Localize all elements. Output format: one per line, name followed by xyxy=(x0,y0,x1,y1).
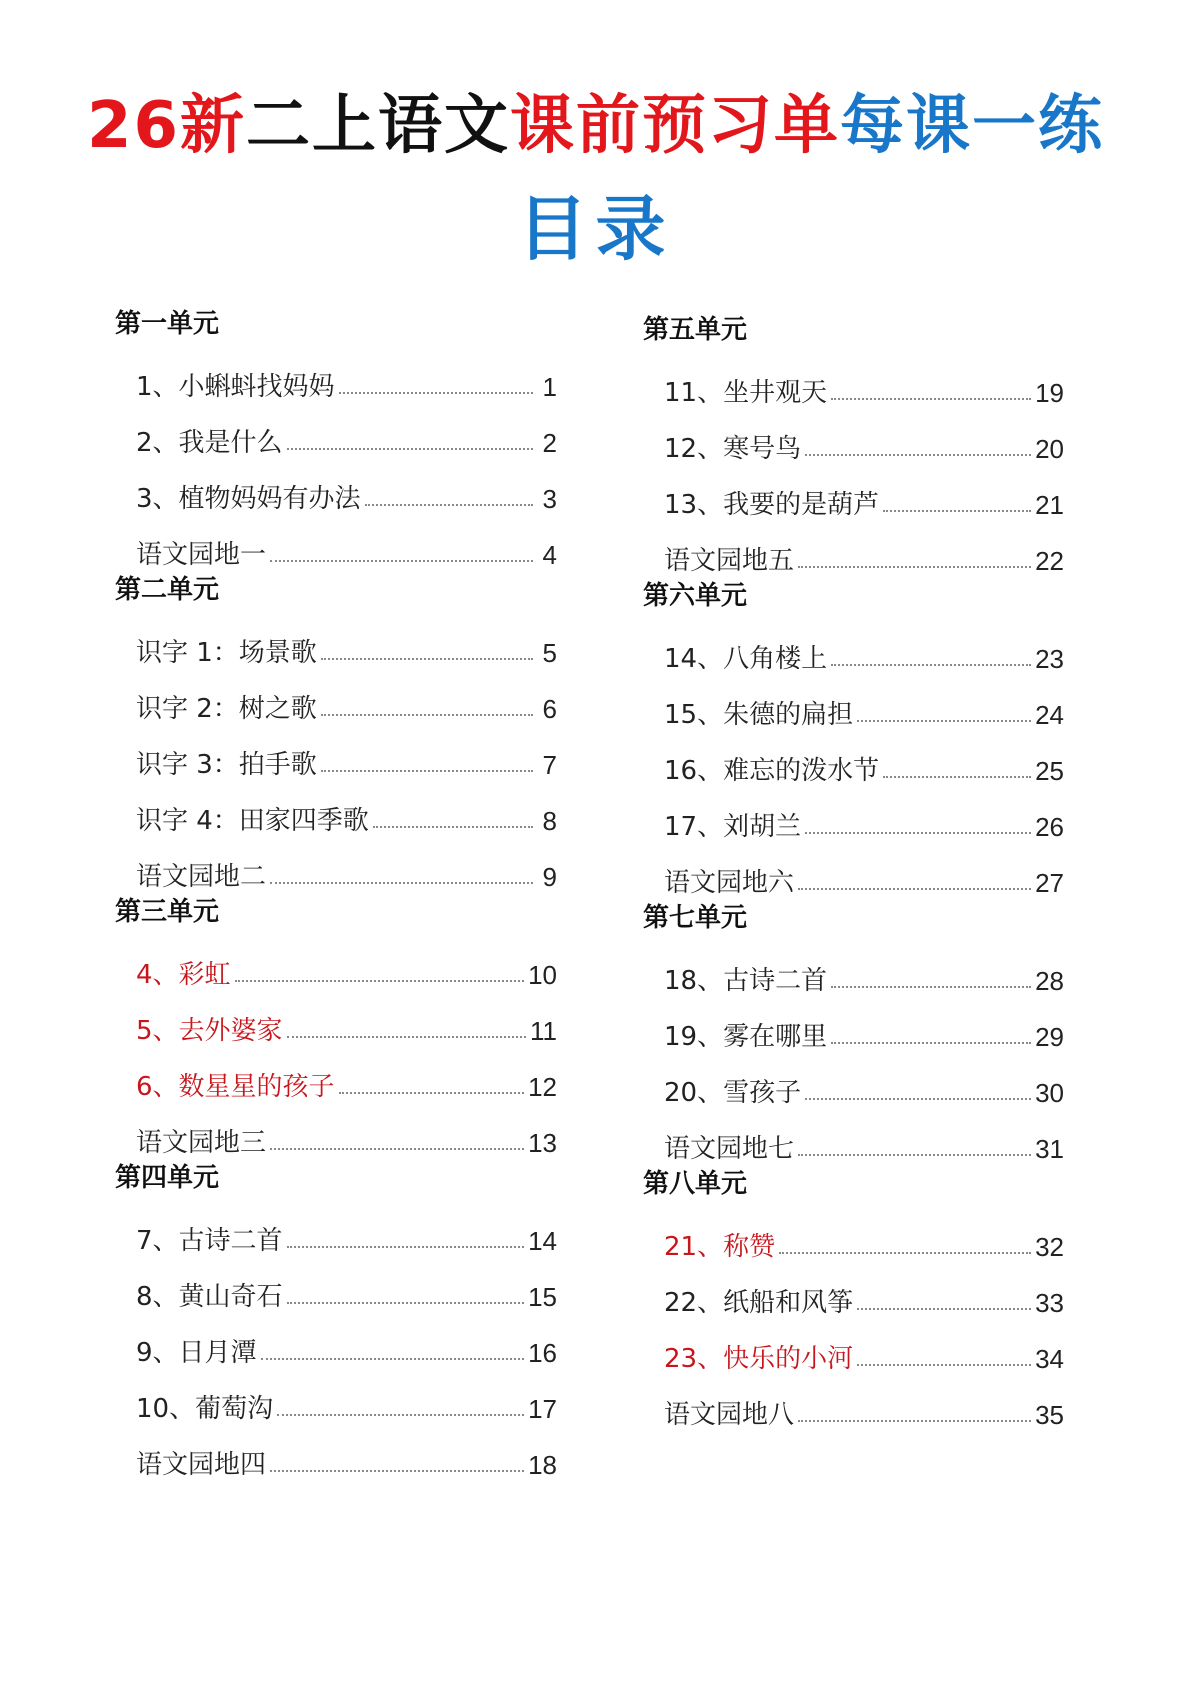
toc-entry[interactable] xyxy=(643,1002,1064,1058)
toc-entry[interactable] xyxy=(115,674,557,730)
toc-entry-page: 33 xyxy=(1035,1288,1064,1318)
toc-entry-label: 语文园地三 xyxy=(136,1128,267,1158)
toc-entry[interactable] xyxy=(643,1212,1064,1268)
dot-leader xyxy=(321,714,533,716)
toc-entry-page: 22 xyxy=(1035,546,1064,576)
toc-entry[interactable] xyxy=(115,1206,557,1262)
toc-entry[interactable] xyxy=(115,1318,557,1374)
title-segment-subject: 二上语文 xyxy=(246,89,511,163)
toc-entry[interactable] xyxy=(643,680,1064,736)
toc-entry-label: 17、刘胡兰 xyxy=(664,812,802,842)
dot-leader xyxy=(321,770,533,772)
toc-entry[interactable] xyxy=(643,470,1064,526)
dot-leader xyxy=(883,510,1031,512)
dot-leader xyxy=(857,1308,1031,1310)
dot-leader xyxy=(277,1414,524,1416)
toc-entry-page: 5 xyxy=(542,638,557,668)
toc-entry-page: 14 xyxy=(528,1226,557,1256)
toc-unit xyxy=(643,1156,1083,1436)
dot-leader xyxy=(321,658,533,660)
dot-leader xyxy=(857,720,1031,722)
toc-entry-label: 11、坐井观天 xyxy=(664,378,828,408)
toc-unit xyxy=(115,884,555,1164)
toc-entry-label: 语文园地四 xyxy=(136,1450,267,1480)
dot-leader xyxy=(798,1154,1031,1156)
dot-leader xyxy=(798,1420,1031,1422)
toc-entry[interactable] xyxy=(643,1058,1064,1114)
toc-entry[interactable] xyxy=(115,940,557,996)
toc-entry-label: 18、古诗二首 xyxy=(664,966,828,996)
toc-entry-page: 6 xyxy=(542,694,557,724)
toc-entry-label: 语文园地七 xyxy=(664,1134,795,1164)
dot-leader xyxy=(270,882,533,884)
title-segment-preview: 课前预习单 xyxy=(510,89,841,163)
dot-leader xyxy=(798,566,1031,568)
toc-entry[interactable] xyxy=(115,1374,557,1430)
toc-entry-label: 语文园地二 xyxy=(136,862,267,892)
toc-entry-page: 31 xyxy=(1035,1134,1064,1164)
toc-entry-page: 3 xyxy=(542,484,557,514)
toc-entry-label: 6、数星星的孩子 xyxy=(136,1072,335,1102)
toc-entry[interactable] xyxy=(643,736,1064,792)
dot-leader xyxy=(287,1246,525,1248)
toc-entry-page: 24 xyxy=(1035,700,1064,730)
toc-unit xyxy=(643,568,1083,904)
toc-entry-page: 35 xyxy=(1035,1400,1064,1430)
toc-entry-label: 9、日月潭 xyxy=(136,1338,257,1368)
toc-entry-label: 15、朱德的扁担 xyxy=(664,700,854,730)
dot-leader xyxy=(831,1042,1031,1044)
toc-entry-page: 8 xyxy=(542,806,557,836)
toc-entry-label: 16、难忘的泼水节 xyxy=(664,756,880,786)
toc-entry-label: 4、彩虹 xyxy=(136,960,231,990)
toc-entry-page: 1 xyxy=(542,372,557,402)
toc-entry-label: 8、黄山奇石 xyxy=(136,1282,283,1312)
toc-entry[interactable] xyxy=(643,624,1064,680)
toc-entry[interactable] xyxy=(115,730,557,786)
toc-entry-label: 识字 3：拍手歌 xyxy=(136,750,317,780)
toc-entry[interactable] xyxy=(643,946,1064,1002)
dot-leader xyxy=(805,1098,1031,1100)
dot-leader xyxy=(339,392,533,394)
toc-entry-page: 16 xyxy=(528,1338,557,1368)
toc-entry[interactable] xyxy=(115,996,557,1052)
toc-entry[interactable] xyxy=(115,618,557,674)
toc-entry-page: 12 xyxy=(528,1072,557,1102)
toc-entry-label: 23、快乐的小河 xyxy=(664,1344,854,1374)
toc-entry-label: 3、植物妈妈有办法 xyxy=(136,484,361,514)
toc-entry[interactable] xyxy=(115,352,557,408)
dot-leader xyxy=(805,832,1031,834)
dot-leader xyxy=(831,986,1031,988)
toc-entry-page: 25 xyxy=(1035,756,1064,786)
toc-unit xyxy=(115,296,555,576)
toc-entry-page: 29 xyxy=(1035,1022,1064,1052)
dot-leader xyxy=(287,1302,525,1304)
unit-title: 第三单元 xyxy=(115,897,220,927)
toc-heading: 目录 xyxy=(517,188,674,270)
toc-entry-page: 23 xyxy=(1035,644,1064,674)
toc-entry-label: 语文园地一 xyxy=(136,540,267,570)
toc-entry-label: 识字 4：田家四季歌 xyxy=(136,806,369,836)
toc-entry-page: 21 xyxy=(1035,490,1064,520)
dot-leader xyxy=(883,776,1031,778)
unit-title: 第六单元 xyxy=(643,581,748,611)
toc-entry-page: 10 xyxy=(528,960,557,990)
toc-entry-page: 4 xyxy=(542,540,557,570)
toc-entry-label: 10、葡萄沟 xyxy=(136,1394,274,1424)
toc-unit xyxy=(115,562,555,898)
toc-entry[interactable] xyxy=(643,1268,1064,1324)
dot-leader xyxy=(261,1358,525,1360)
dot-leader xyxy=(805,454,1031,456)
toc-unit xyxy=(115,1150,555,1486)
dot-leader xyxy=(798,888,1031,890)
toc-entry-page: 20 xyxy=(1035,434,1064,464)
toc-entry-label: 13、我要的是葫芦 xyxy=(664,490,880,520)
unit-title: 第一单元 xyxy=(115,309,220,339)
dot-leader xyxy=(779,1252,1031,1254)
toc-entry[interactable] xyxy=(115,1430,557,1486)
toc-entry-page: 15 xyxy=(528,1282,557,1312)
toc-entry[interactable] xyxy=(643,1324,1064,1380)
toc-entry-page: 11 xyxy=(530,1016,557,1046)
toc-entry-label: 7、古诗二首 xyxy=(136,1226,283,1256)
toc-entry-page: 7 xyxy=(542,750,557,780)
toc-entry[interactable] xyxy=(643,358,1064,414)
dot-leader xyxy=(270,560,533,562)
toc-entry[interactable] xyxy=(643,1380,1064,1436)
dot-leader xyxy=(857,1364,1031,1366)
toc-entry-page: 30 xyxy=(1035,1078,1064,1108)
toc-entry-page: 26 xyxy=(1035,812,1064,842)
dot-leader xyxy=(365,504,533,506)
toc-entry-label: 1、小蝌蚪找妈妈 xyxy=(136,372,335,402)
toc-right-column xyxy=(643,316,1083,1436)
dot-leader xyxy=(270,1148,524,1150)
unit-title: 第五单元 xyxy=(643,315,748,345)
toc-entry-page: 34 xyxy=(1035,1344,1064,1374)
toc-entry-label: 20、雪孩子 xyxy=(664,1078,802,1108)
toc-left-column xyxy=(115,310,555,1486)
toc-entry-label: 5、去外婆家 xyxy=(136,1016,283,1046)
toc-entry-page: 18 xyxy=(528,1450,557,1480)
document-title xyxy=(0,86,1191,166)
toc-entry-label: 语文园地五 xyxy=(664,546,795,576)
toc-entry[interactable] xyxy=(115,464,557,520)
dot-leader xyxy=(339,1092,525,1094)
dot-leader xyxy=(235,980,525,982)
toc-entry-label: 语文园地六 xyxy=(664,868,795,898)
toc-entry-page: 17 xyxy=(528,1394,557,1424)
toc-entry-label: 2、我是什么 xyxy=(136,428,283,458)
dot-leader xyxy=(287,448,533,450)
title-segment-practice: 每课一练 xyxy=(840,89,1105,163)
toc-entry-label: 14、八角楼上 xyxy=(664,644,828,674)
unit-title: 第四单元 xyxy=(115,1163,220,1193)
toc-unit xyxy=(643,302,1083,582)
toc-unit xyxy=(643,890,1083,1170)
dot-leader xyxy=(287,1036,526,1038)
toc-entry-label: 12、寒号鸟 xyxy=(664,434,802,464)
toc-entry-page: 28 xyxy=(1035,966,1064,996)
toc-entry-label: 21、称赞 xyxy=(664,1232,776,1262)
toc-entry-label: 识字 2：树之歌 xyxy=(136,694,317,724)
dot-leader xyxy=(373,826,533,828)
toc-entry[interactable] xyxy=(643,792,1064,848)
toc-entry[interactable] xyxy=(643,414,1064,470)
toc-entry[interactable] xyxy=(115,786,557,842)
toc-entry-label: 语文园地八 xyxy=(664,1400,795,1430)
toc-entry[interactable] xyxy=(115,408,557,464)
toc-entry-page: 13 xyxy=(528,1128,557,1158)
toc-entry-page: 2 xyxy=(542,428,557,458)
dot-leader xyxy=(831,398,1031,400)
unit-title: 第二单元 xyxy=(115,575,220,605)
toc-entry-page: 19 xyxy=(1035,378,1064,408)
toc-entry-page: 9 xyxy=(542,862,557,892)
title-segment-grade: 26新 xyxy=(86,89,247,163)
dot-leader xyxy=(831,664,1031,666)
toc-entry[interactable] xyxy=(115,1262,557,1318)
toc-entry-label: 19、雾在哪里 xyxy=(664,1022,828,1052)
toc-entry-label: 识字 1：场景歌 xyxy=(136,638,317,668)
toc-entry-page: 32 xyxy=(1035,1232,1064,1262)
toc-entry-label: 22、纸船和风筝 xyxy=(664,1288,854,1318)
dot-leader xyxy=(270,1470,524,1472)
toc-entry[interactable] xyxy=(115,1052,557,1108)
toc-entry-page: 27 xyxy=(1035,868,1064,898)
unit-title: 第七单元 xyxy=(643,903,748,933)
unit-title: 第八单元 xyxy=(643,1169,748,1199)
